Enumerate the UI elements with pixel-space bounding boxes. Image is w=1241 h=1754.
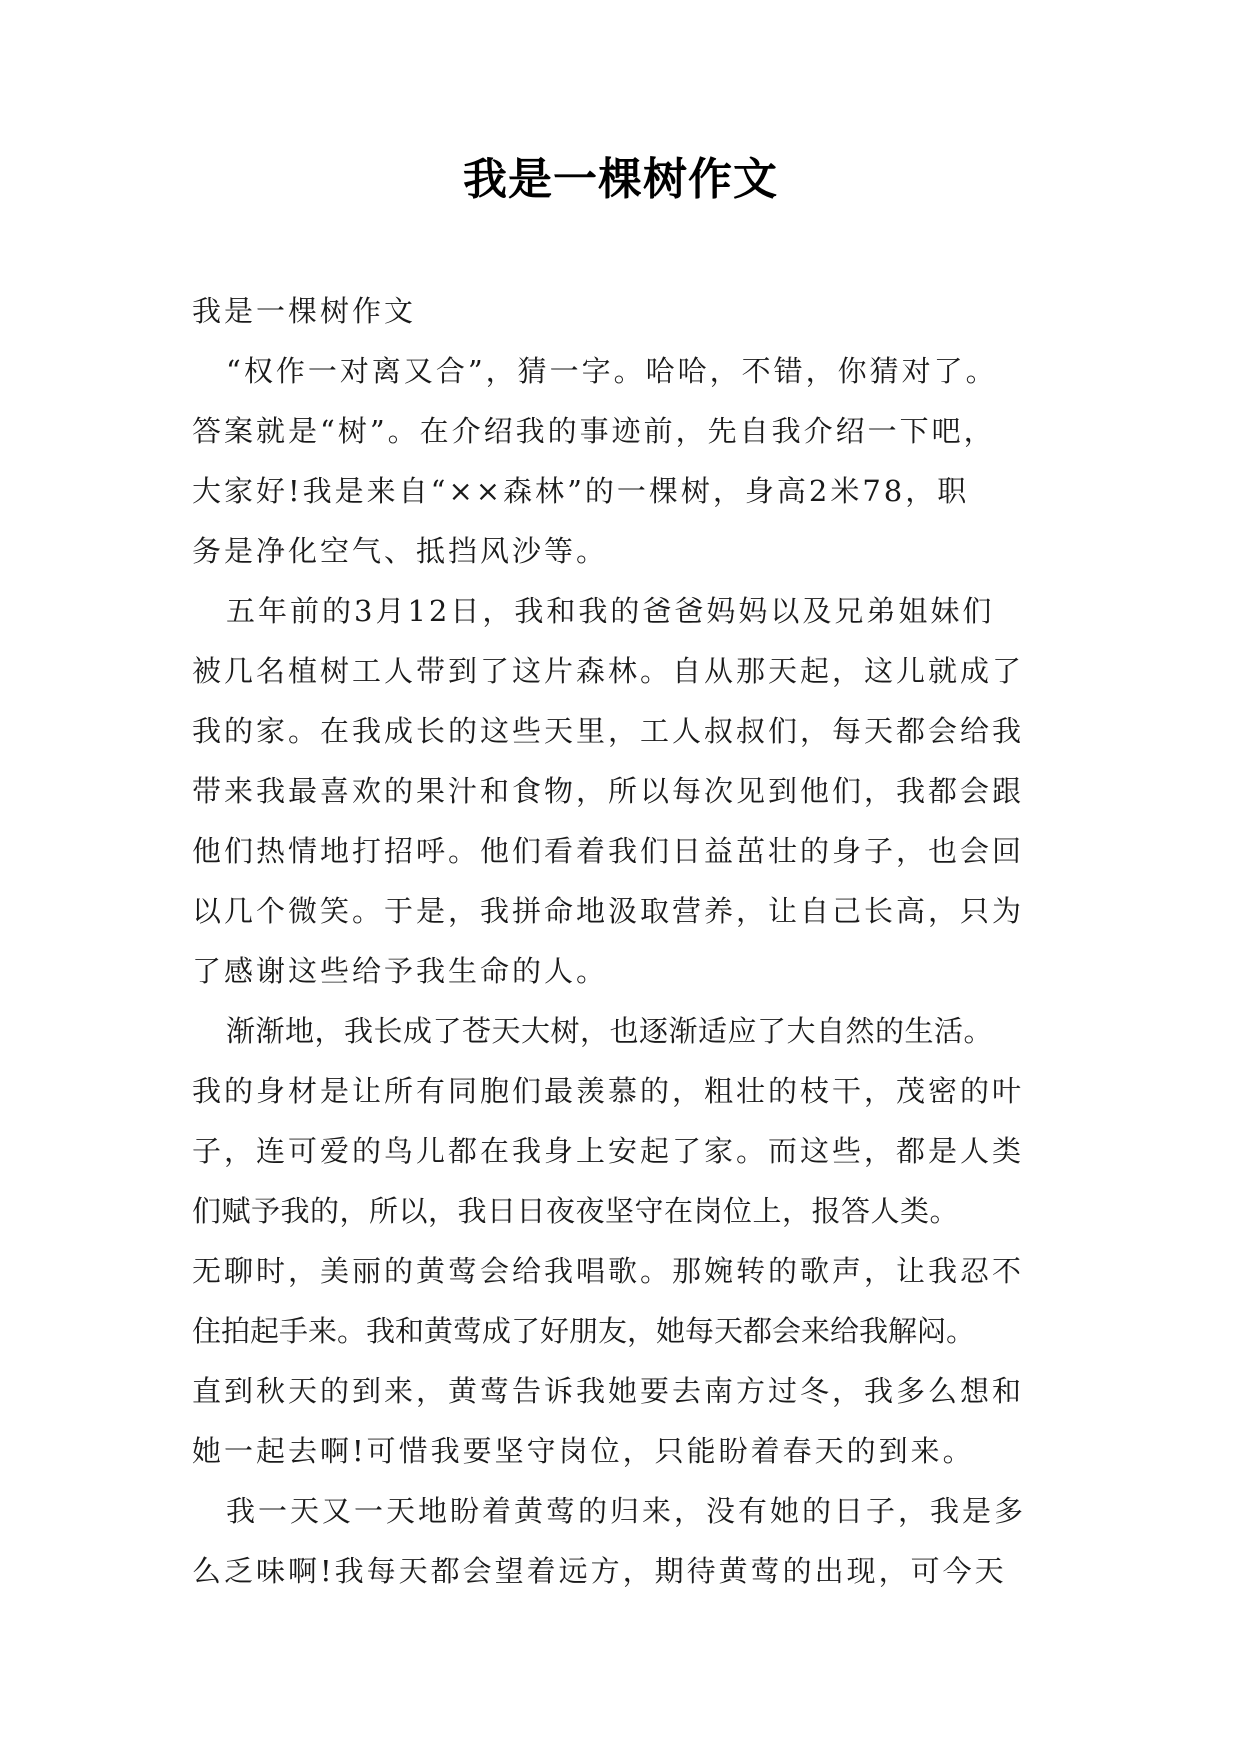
text-line: 答案就是“树”。在介绍我的事迹前，先自我介绍一下吧，: [192, 414, 996, 448]
text-line: 直到秋天的到来，黄莺告诉我她要去南方过冬，我多么想和: [192, 1374, 1025, 1408]
text-line: “权作一对离又合”，猜一字。哈哈，不错，你猜对了。: [226, 354, 998, 388]
text-line: 五年前的3月12日，我和我的爸爸妈妈以及兄弟姐妹们: [226, 594, 995, 628]
text-line: 我是一棵树作文: [192, 294, 417, 328]
text-line: 务是净化空气、抵挡风沙等。: [192, 534, 609, 568]
text-line: 们赋予我的，所以，我日日夜夜坚守在岗位上，报答人类。: [192, 1194, 960, 1228]
text-line: 住拍起手来。我和黄莺成了好朋友，她每天都会来给我解闷。: [192, 1314, 976, 1348]
text-line: 被几名植树工人带到了这片森林。自从那天起，这儿就成了: [192, 654, 1025, 688]
text-line: 无聊时，美丽的黄莺会给我唱歌。那婉转的歌声，让我忍不: [192, 1254, 1025, 1288]
text-line: 了感谢这些给予我生命的人。: [192, 954, 609, 988]
text-line: 他们热情地打招呼。他们看着我们日益茁壮的身子，也会回: [192, 834, 1025, 868]
text-line: 我的家。在我成长的这些天里，工人叔叔们，每天都会给我: [192, 714, 1025, 748]
document-body: [192, 291, 1052, 1611]
text-line: 她一起去啊!可惜我要坚守岗位，只能盼着春天的到来。: [192, 1434, 975, 1468]
text-line: 以几个微笑。于是，我拼命地汲取营养，让自己长高，只为: [192, 894, 1025, 928]
text-line: 么乏味啊!我每天都会望着远方，期待黄莺的出现，可今天: [192, 1554, 1007, 1588]
text-line: 带来我最喜欢的果汁和食物，所以每次见到他们，我都会跟: [192, 774, 1025, 808]
document-title: 我是一棵树作文: [463, 154, 778, 205]
text-line: 渐渐地，我长成了苍天大树，也逐渐适应了大自然的生活。: [226, 1014, 994, 1048]
text-line: 大家好!我是来自“××森林”的一棵树，身高2米78，职: [192, 474, 970, 508]
text-line: 我一天又一天地盼着黄莺的归来，没有她的日子，我是多: [226, 1494, 1027, 1528]
text-line: 子，连可爱的鸟儿都在我身上安起了家。而这些，都是人类: [192, 1134, 1025, 1168]
text-line: 我的身材是让所有同胞们最羡慕的，粗壮的枝干，茂密的叶: [192, 1074, 1025, 1108]
